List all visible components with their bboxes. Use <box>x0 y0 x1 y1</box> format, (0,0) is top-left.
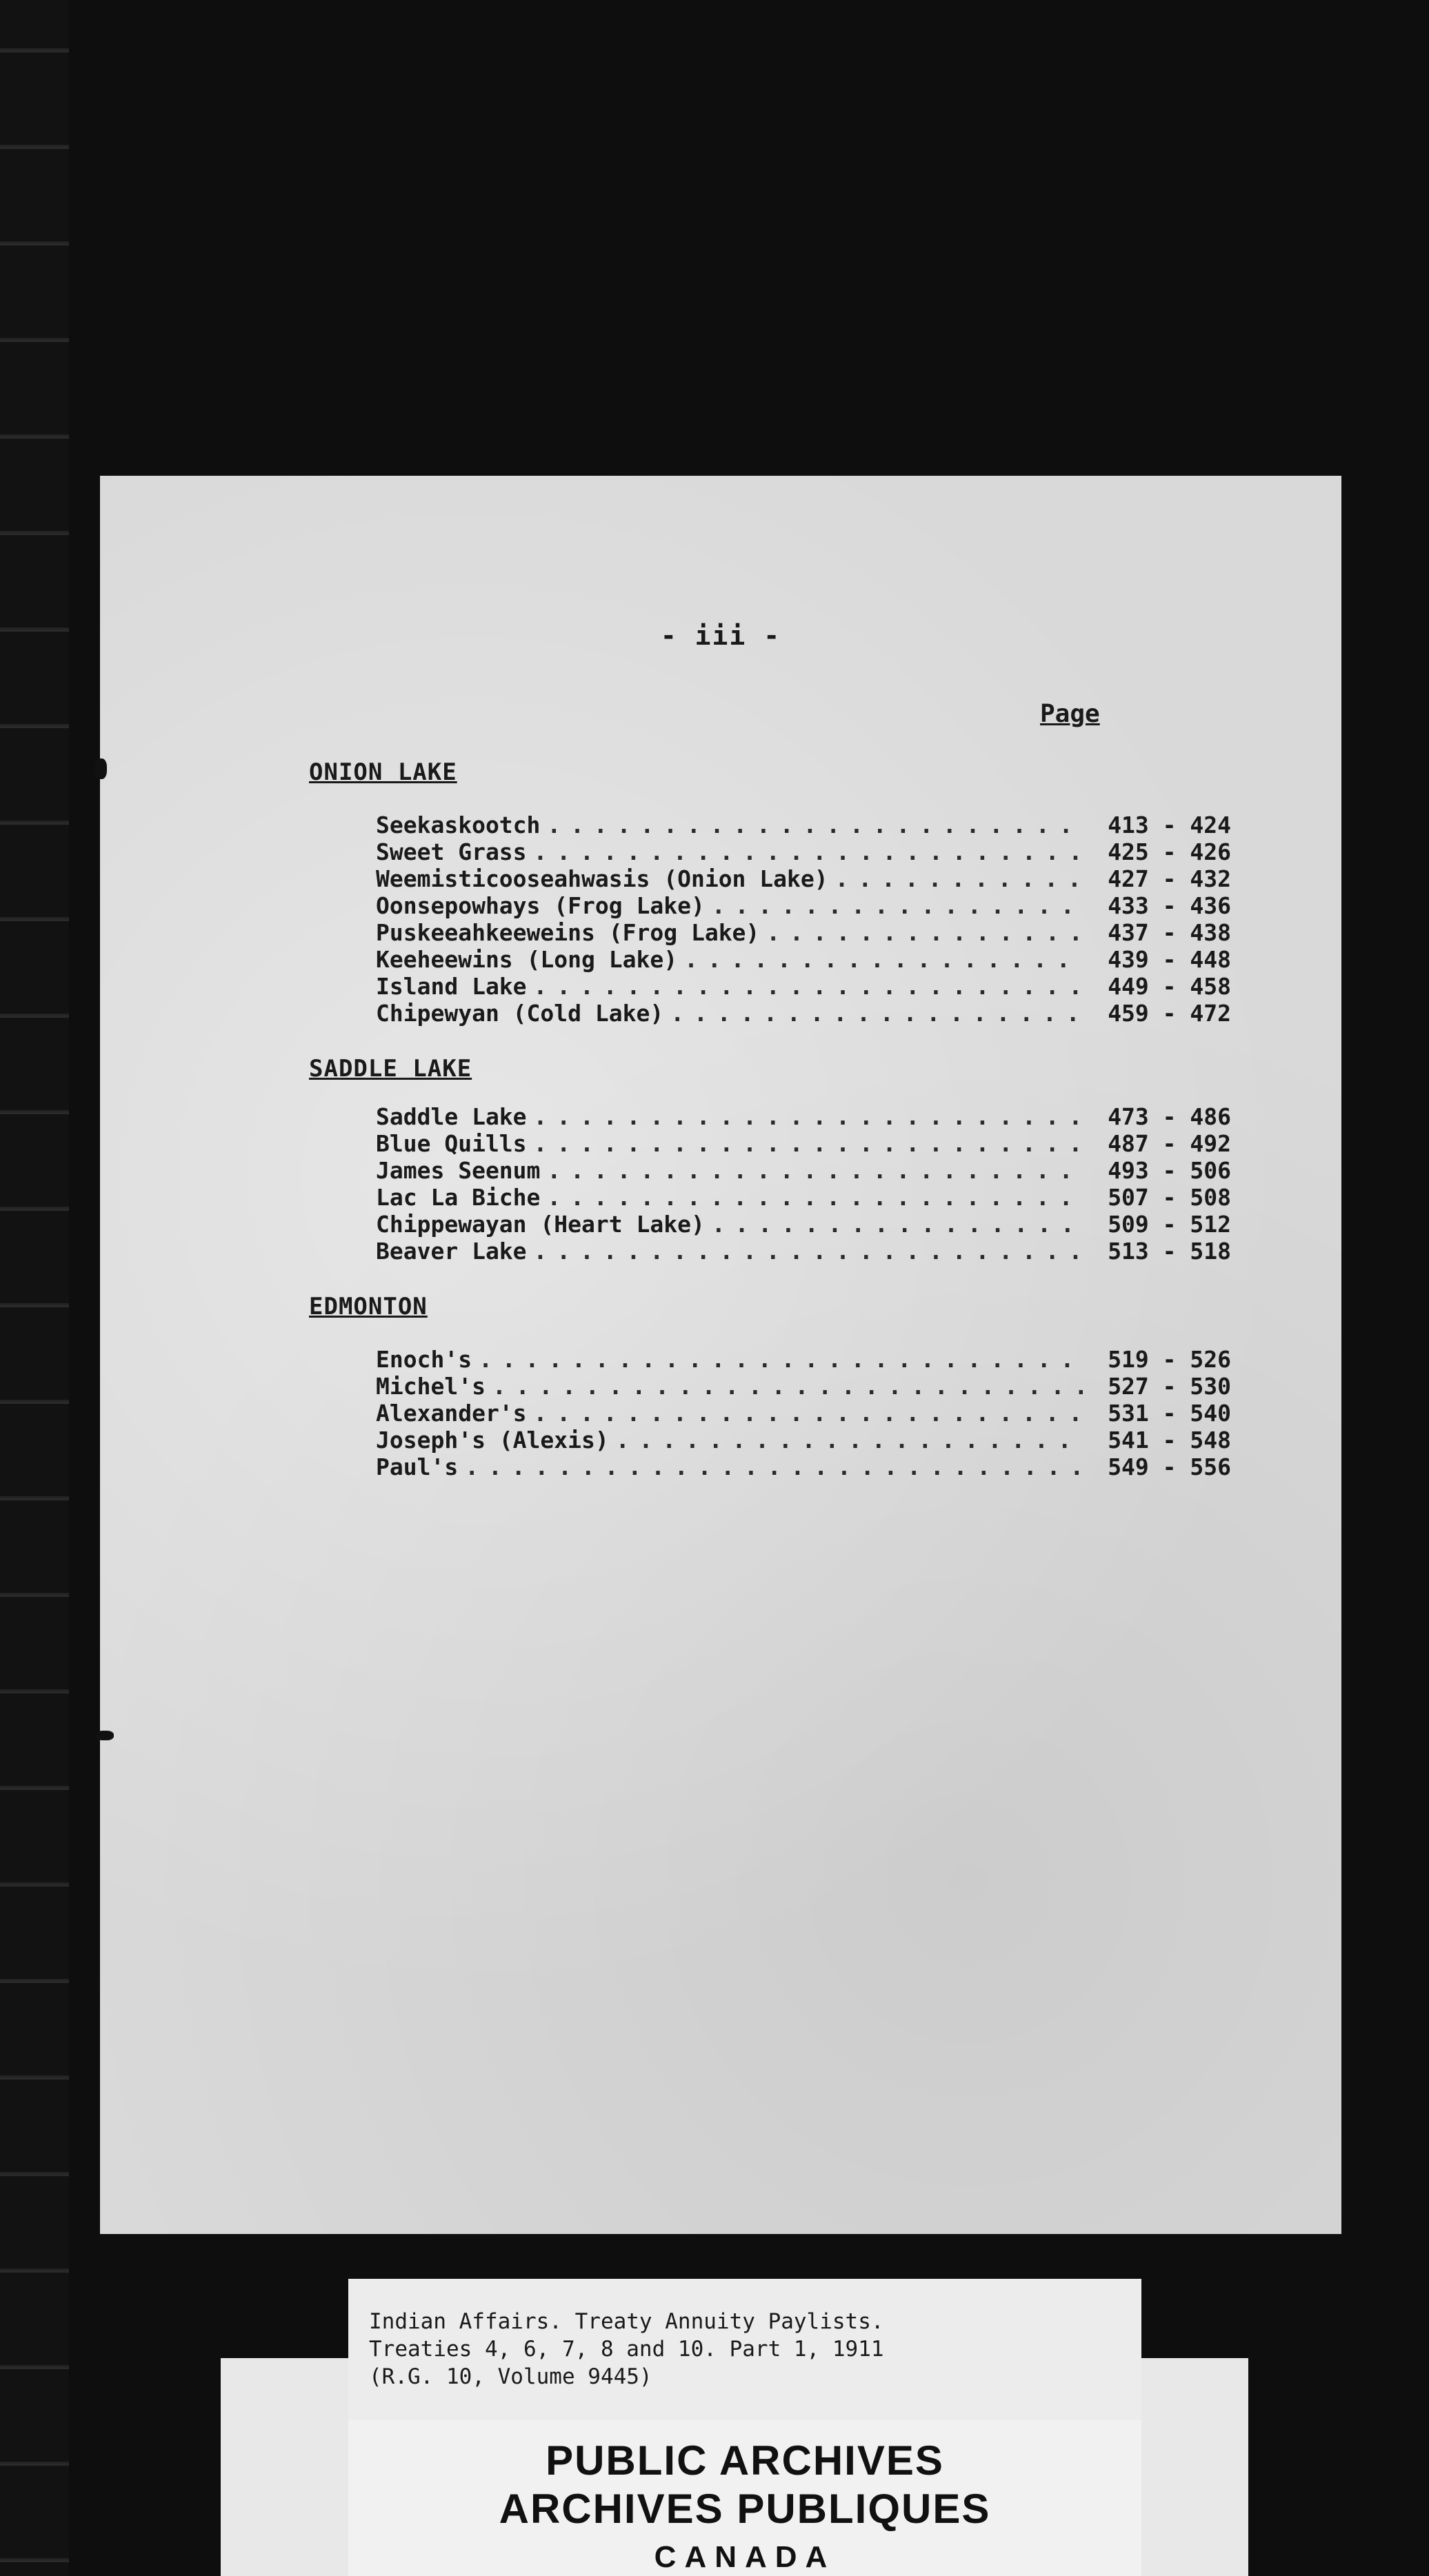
entry-page-range: 487 - 492 <box>1108 1130 1231 1157</box>
dot-leader <box>547 1157 1083 1184</box>
entry-list-onion-lake <box>376 812 1231 1027</box>
citation-line: Indian Affairs. Treaty Annuity Paylists. <box>369 2309 884 2334</box>
entry-page-range: 459 - 472 <box>1108 1000 1231 1027</box>
archives-stamp-text-block <box>348 2413 1141 2576</box>
dot-leader <box>534 838 1083 865</box>
toc-entry <box>376 1211 1231 1238</box>
entry-name: Blue Quills <box>376 1130 527 1157</box>
dot-leader <box>479 1346 1083 1373</box>
entry-name: Chippewayan (Heart Lake) <box>376 1211 705 1238</box>
entry-page-range: 413 - 424 <box>1108 812 1231 838</box>
stamp-line-public-archives: PUBLIC ARCHIVES <box>546 2437 944 2484</box>
stamp-line-archives-publiques: ARCHIVES PUBLIQUES <box>499 2486 991 2532</box>
entry-name: Lac La Biche <box>376 1184 541 1211</box>
toc-entry <box>376 1453 1231 1480</box>
citation-line: Treaties 4, 6, 7, 8 and 10. Part 1, 1911 <box>369 2337 884 2362</box>
entry-name: Sweet Grass <box>376 838 527 865</box>
toc-entry <box>376 892 1231 919</box>
dot-leader <box>766 919 1083 946</box>
entry-name: Michel's <box>376 1373 486 1400</box>
dot-leader <box>616 1427 1083 1453</box>
entry-name: Puskeeahkeeweins (Frog Lake) <box>376 919 760 946</box>
entry-page-range: 507 - 508 <box>1108 1184 1231 1211</box>
section-heading-onion-lake: ONION LAKE <box>309 758 457 786</box>
toc-entry <box>376 1157 1231 1184</box>
entry-page-range: 437 - 438 <box>1108 919 1231 946</box>
document-page <box>100 476 1341 2234</box>
toc-entry <box>376 1000 1231 1027</box>
entry-page-range: 427 - 432 <box>1108 865 1231 892</box>
entry-name: Chipewyan (Cold Lake) <box>376 1000 664 1027</box>
dot-leader <box>547 1184 1083 1211</box>
toc-entry <box>376 1373 1231 1400</box>
dot-leader <box>547 812 1083 838</box>
entry-list-saddle-lake <box>376 1103 1231 1265</box>
entry-name: James Seenum <box>376 1157 541 1184</box>
citation-line: (R.G. 10, Volume 9445) <box>369 2364 652 2389</box>
dot-leader <box>492 1373 1083 1400</box>
section-heading-saddle-lake: SADDLE LAKE <box>309 1055 472 1083</box>
toc-entry <box>376 946 1231 973</box>
dot-leader <box>712 1211 1083 1238</box>
dot-leader <box>712 892 1083 919</box>
entry-name: Joseph's (Alexis) <box>376 1427 609 1453</box>
entry-page-range: 513 - 518 <box>1108 1238 1231 1265</box>
film-speck <box>96 1731 114 1740</box>
entry-page-range: 433 - 436 <box>1108 892 1231 919</box>
dot-leader <box>534 1238 1083 1265</box>
toc-entry <box>376 973 1231 1000</box>
toc-entry <box>376 1346 1231 1373</box>
entry-name: Alexander's <box>376 1400 527 1427</box>
entry-page-range: 527 - 530 <box>1108 1373 1231 1400</box>
entry-page-range: 531 - 540 <box>1108 1400 1231 1427</box>
entry-name: Island Lake <box>376 973 527 1000</box>
entry-page-range: 509 - 512 <box>1108 1211 1231 1238</box>
toc-entry <box>376 838 1231 865</box>
film-edge <box>0 0 69 2576</box>
entry-name: Oonsepowhays (Frog Lake) <box>376 892 705 919</box>
entry-page-range: 449 - 458 <box>1108 973 1231 1000</box>
toc-entry <box>376 1130 1231 1157</box>
toc-entry <box>376 1184 1231 1211</box>
entry-name: Weemisticooseahwasis (Onion Lake) <box>376 865 828 892</box>
toc-entry <box>376 865 1231 892</box>
toc-entry <box>376 1400 1231 1427</box>
page-column-header: Page <box>1040 700 1100 728</box>
dot-leader <box>835 865 1083 892</box>
toc-entry <box>376 812 1231 838</box>
dot-leader <box>670 1000 1083 1027</box>
entry-name: Paul's <box>376 1453 459 1480</box>
entry-page-range: 493 - 506 <box>1108 1157 1231 1184</box>
entry-page-range: 439 - 448 <box>1108 946 1231 973</box>
dot-leader <box>534 1103 1083 1130</box>
dot-leader <box>684 946 1083 973</box>
film-speck <box>94 758 107 779</box>
entry-page-range: 519 - 526 <box>1108 1346 1231 1373</box>
entry-page-range: 549 - 556 <box>1108 1453 1231 1480</box>
entry-page-range: 541 - 548 <box>1108 1427 1231 1453</box>
dot-leader <box>534 973 1083 1000</box>
entry-name: Saddle Lake <box>376 1103 527 1130</box>
toc-entry <box>376 1427 1231 1453</box>
page-number: - iii - <box>660 621 781 651</box>
entry-name: Enoch's <box>376 1346 472 1373</box>
dot-leader <box>465 1453 1083 1480</box>
toc-entry <box>376 1103 1231 1130</box>
entry-page-range: 425 - 426 <box>1108 838 1231 865</box>
entry-name: Keeheewins (Long Lake) <box>376 946 678 973</box>
dot-leader <box>534 1400 1083 1427</box>
entry-name: Beaver Lake <box>376 1238 527 1265</box>
toc-entry <box>376 1238 1231 1265</box>
dot-leader <box>534 1130 1083 1157</box>
citation-label <box>348 2279 1141 2420</box>
section-heading-edmonton: EDMONTON <box>309 1293 428 1320</box>
toc-entry <box>376 919 1231 946</box>
entry-page-range: 473 - 486 <box>1108 1103 1231 1130</box>
stamp-line-canada: CANADA <box>654 2540 836 2574</box>
entry-list-edmonton <box>376 1346 1231 1480</box>
entry-name: Seekaskootch <box>376 812 541 838</box>
